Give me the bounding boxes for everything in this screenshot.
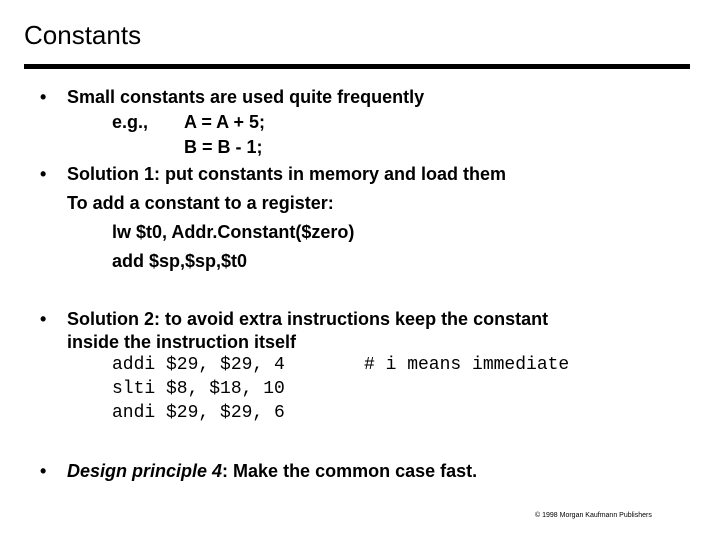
code-add: add $sp,$sp,$t0 — [112, 251, 248, 271]
copyright-footer: © 1998 Morgan Kaufmann Publishers — [535, 512, 652, 519]
code-slti: slti $8, $18, 10 — [112, 379, 285, 399]
bullet-3: • — [40, 309, 47, 329]
bullet-2-text: Solution 1: put constants in memory and load them — [67, 164, 507, 184]
bullet-4: • — [40, 461, 47, 481]
example-code-1: A = A + 5; — [184, 112, 266, 132]
page-title: Constants — [24, 20, 142, 50]
title-rule — [24, 64, 690, 69]
example-label: e.g., — [112, 112, 149, 132]
bullet-2-subtext: To add a constant to a register: — [67, 193, 334, 213]
bullet-1: • — [40, 87, 47, 107]
bullet-2: • — [40, 164, 47, 184]
bullet-3-subtext: inside the instruction itself — [67, 332, 297, 352]
code-comment: # i means immediate — [364, 355, 570, 375]
bullet-3-text: Solution 2: to avoid extra instructions keep the constant — [67, 309, 549, 329]
design-principle-label: Design principle 4 — [67, 461, 223, 481]
code-andi: andi $29, $29, 6 — [112, 403, 285, 423]
bullet-1-text: Small constants are used quite frequently — [67, 87, 425, 107]
code-addi: addi $29, $29, 4 — [112, 355, 285, 375]
code-lw: lw $t0, Addr.Constant($zero) — [112, 222, 355, 242]
design-principle-text: : Make the common case fast. — [222, 461, 478, 481]
example-code-2: B = B - 1; — [184, 137, 263, 157]
design-principle — [67, 460, 477, 482]
